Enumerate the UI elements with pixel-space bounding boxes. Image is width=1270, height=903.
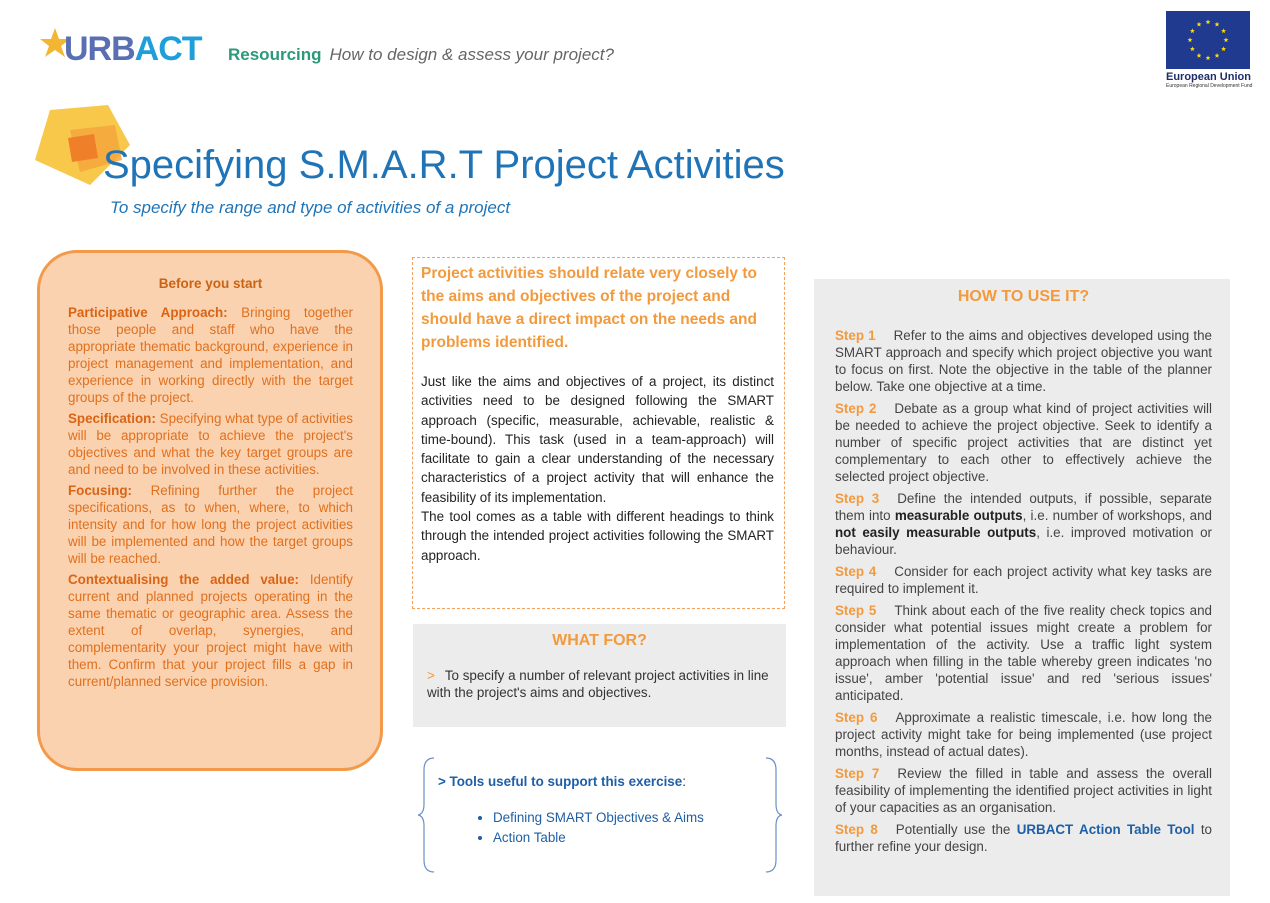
step-label: Step 6 (835, 710, 878, 725)
step-label: Step 8 (835, 822, 878, 837)
eu-star-icon (1224, 37, 1229, 42)
step-label: Step 7 (835, 766, 880, 781)
intro-lead: Project activities should relate very closely to the aims and objectives of the project and should have a direct impact on the needs and problems identified. (421, 265, 757, 351)
chevron-right-icon: > (427, 668, 435, 683)
what-for-panel (413, 624, 786, 727)
tools-list (473, 808, 704, 847)
step-item: Step 7 Review the filled in table and assess the overall feasibility of implementing the identified project activities in light of your capacities as an organisation. (835, 766, 1212, 815)
tool-link[interactable]: URBACT Action Table Tool (1016, 822, 1195, 837)
how-heading: HOW TO USE IT? (957, 288, 1090, 305)
step-label: Step 1 (835, 328, 876, 343)
page-subtitle: To specify the range and type of activities of a project (110, 198, 511, 217)
eu-star-icon (1197, 22, 1202, 27)
eu-star-icon (1190, 46, 1195, 51)
eu-fund: European Regional Development Fund (1166, 83, 1253, 89)
step-item: Step 8 Potentially use the URBACT Action Table Tool to further refine your design. (835, 822, 1213, 854)
step-item: Step 2 Debate as a group what kind of project activities will be needed to achieve the project objective. Seek to identify a number of specific project activities that are distinct yet complementary to each other to effectively achieve the selected project objective. (835, 401, 1212, 484)
how-to-use-panel (814, 279, 1230, 896)
logo-text-urb: URB (64, 30, 135, 68)
step-label: Step 5 (835, 603, 877, 618)
eu-logo (1166, 11, 1256, 93)
eu-flag-icon (1166, 11, 1250, 69)
before-item: Contextualising the added value: Identify current and planned projects operating in the same thematic or geographic area. Assess the extent of overlap, synergies, and complementarity your project might have with them. Confirm that your project fills a gap in current/planned service provision. (68, 572, 353, 689)
eu-star-icon (1221, 28, 1226, 33)
intro-paragraph: The tool comes as a table with different headings to think through the intended project activities following the SMART approach. (421, 509, 774, 563)
eu-star-icon (1215, 53, 1220, 58)
eu-star-icon (1221, 46, 1226, 51)
step-item: Step 4 Consider for each project activity what key tasks are required to implement it. (835, 564, 1212, 596)
tool-link[interactable]: • Defining SMART Objectives & Aims (493, 808, 704, 828)
steps-list (835, 327, 1212, 855)
section-header (228, 45, 614, 65)
what-for-heading: WHAT FOR? (552, 632, 647, 649)
eu-star-icon (1206, 55, 1211, 60)
intro-box (412, 257, 785, 609)
page-title: Specifying S.M.A.R.T Project Activities (103, 143, 785, 187)
section-tagline: How to design & assess your project? (329, 45, 614, 64)
tools-heading: > Tools useful to support this exercise: (438, 774, 686, 789)
intro-paragraph: Just like the aims and objectives of a project, its distinct activities need to be designed following the SMART approach (specific, measurable, achievable, realistic & time-bound). This task (used in a team-approach) will facilitate to gain a clear understanding of the necessary characteristics of a project activity that will enhance the feasibility of its implementation. (421, 374, 774, 505)
intro-body (421, 372, 774, 565)
before-heading: Before you start (158, 276, 263, 291)
step-item: Step 3 Define the intended outputs, if possible, separate them into measurable outputs, i.e. number of workshops, and not easily measurable outputs, i.e. improved motivation or behaviour. (835, 491, 1213, 557)
what-for-item: > To specify a number of relevant project activities in line with the project's aims and objectives. (427, 668, 769, 700)
step-item: Step 5 Think about each of the five reality check topics and consider what potential issues might create a problem for implementation of the activity. Use a traffic light system approach when filling in the table whereby green indicates 'no issue', amber 'potential issue' and red 'serious issues' anticipated. (835, 603, 1212, 703)
eu-star-icon (1190, 28, 1195, 33)
before-item: Specification: Specifying what type of activities will be appropriate to achieve the project's objectives and what the key target groups are and need to be involved in these activities. (68, 411, 353, 477)
logo-text-act: ACT (134, 30, 202, 68)
step-label: Step 2 (835, 401, 877, 416)
eu-star-icon (1188, 37, 1193, 42)
before-item: Participative Approach: Bringing together those people and staff who have the appropriate thematic background, experience in project management and implementation, and experience in working directly with the target groups of the project. (68, 305, 353, 405)
eu-star-icon (1215, 22, 1220, 27)
step-item: Step 6 Approximate a realistic timescale, i.e. how long the project activity might take for being implemented (use project months, instead of actual dates). (835, 710, 1212, 759)
eu-star-icon (1197, 53, 1202, 58)
tools-panel (418, 756, 782, 874)
eu-name: European Union (1166, 71, 1251, 83)
eu-star-icon (1206, 19, 1211, 24)
step-item: Step 1 Refer to the aims and objectives developed using the SMART approach and specify which project objective you want to focus on first. Note the objective in the table of the planner below. Take one objective at a time. (835, 328, 1212, 394)
before-item: Focusing: Refining further the project specifications, as to when, where, to which intensity and for how long the project activities will be implemented and how the target groups will be reached. (68, 483, 353, 566)
tool-link[interactable]: • Action Table (493, 828, 704, 848)
step-label: Step 4 (835, 564, 877, 579)
section-label: Resourcing (228, 45, 322, 64)
before-you-start-panel (37, 250, 383, 771)
step-label: Step 3 (835, 491, 880, 506)
urbact-logo (38, 26, 203, 72)
